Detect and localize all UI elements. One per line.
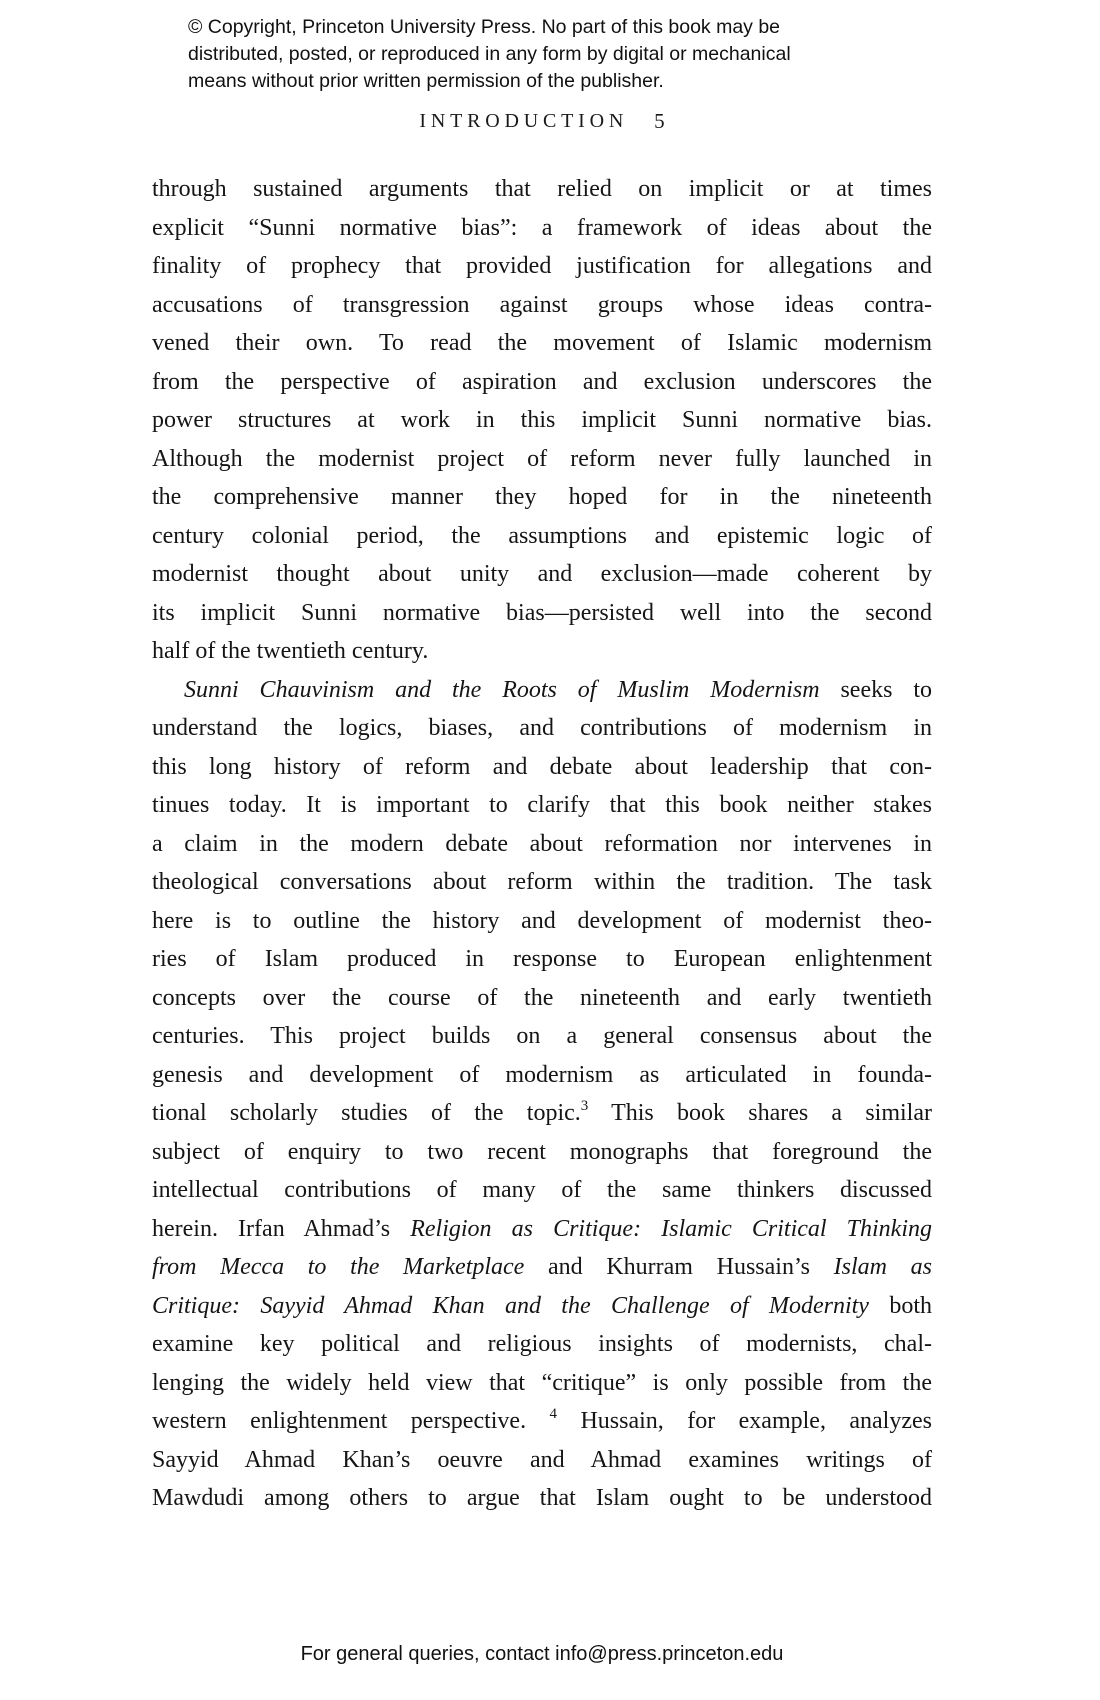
body-line: its implicit Sunni normative bias—persisted well into the second <box>152 599 932 626</box>
body-line: western enlightenment perspective. $^4$ Hussain, for example, analyzes <box>152 1406 932 1434</box>
body-line: here is to outline the history and development of modernist theo- <box>152 907 932 934</box>
copyright-notice <box>188 14 908 95</box>
body-line: finality of prophecy that provided justification for allegations and <box>152 253 932 279</box>
body-line: half of the twentieth century. <box>152 638 429 664</box>
body-line: Mawdudi among others to argue that Islam ought to be understood <box>152 1485 932 1511</box>
body-line: tinues today. It is important to clarify that this book neither stakes <box>152 792 932 818</box>
body-text <box>152 170 932 1518</box>
running-header <box>152 108 932 133</box>
body-line: subject of enquiry to two recent monographs that foreground the <box>152 1138 932 1165</box>
body-line: vened their own. To read the movement of Islamic modernism <box>152 330 932 356</box>
body-line: from Mecca to the Marketplace and Khurram Hussain’s Islam as <box>152 1254 932 1280</box>
body-line: intellectual contributions of many of the same thinkers discussed <box>152 1177 932 1203</box>
body-line: a claim in the modern debate about reformation nor intervenes in <box>152 830 932 857</box>
body-line: concepts over the course of the nineteenth and early twentieth <box>152 984 932 1011</box>
body-line: Sunni Chauvinism and the Roots of Muslim Modernism seeks to <box>184 676 932 703</box>
body-line: Critique: Sayyid Ahmad Khan and the Challenge of Modernity both <box>152 1292 932 1319</box>
body-line: Although the modernist project of reform never fully launched in <box>152 445 932 472</box>
body-line: herein. Irfan Ahmad’s Religion as Critique: Islamic Critical Thinking <box>152 1215 932 1242</box>
body-line: this long history of reform and debate about leadership that con- <box>152 753 932 780</box>
page-number: 5 <box>654 109 665 133</box>
body-line: centuries. This project builds on a general consensus about the <box>152 1023 932 1049</box>
body-line: accusations of transgression against groups whose ideas contra- <box>152 291 932 318</box>
body-line: ries of Islam produced in response to European enlightenment <box>152 946 932 972</box>
body-line: century colonial period, the assumptions and epistemic logic of <box>152 522 932 549</box>
paragraph <box>152 671 932 1518</box>
running-header-title: INTRODUCTION <box>419 110 629 132</box>
body-line: understand the logics, biases, and contributions of modernism in <box>152 715 932 741</box>
body-line: through sustained arguments that relied on implicit or at times <box>152 176 932 202</box>
body-line: Sayyid Ahmad Khan’s oeuvre and Ahmad examines writings of <box>152 1446 932 1473</box>
footnote-marker: 3 <box>580 1098 589 1114</box>
body-line: the comprehensive manner they hoped for in the nineteenth <box>152 484 932 510</box>
copyright-line: means without prior written permission of the publisher. <box>188 70 664 92</box>
body-line: examine key political and religious insights of modernists, chal- <box>152 1331 932 1357</box>
body-line: lenging the widely held view that “critique” is only possible from the <box>152 1369 932 1396</box>
body-line: genesis and development of modernism as articulated in founda- <box>152 1061 932 1088</box>
footnote-marker: 4 <box>549 1406 558 1422</box>
body-line: explicit “Sunni normative bias”: a framework of ideas about the <box>152 214 932 241</box>
body-line: power structures at work in this implicit Sunni normative bias. <box>152 407 932 433</box>
copyright-line: © Copyright, Princeton University Press. No part of this book may be <box>188 16 781 38</box>
body-line: theological conversations about reform within the tradition. The task <box>152 869 932 895</box>
paragraph <box>152 170 932 671</box>
body-line: tional scholarly studies of the topic.$^3$ This book shares a similar <box>152 1098 932 1126</box>
body-line: from the perspective of aspiration and exclusion underscores the <box>152 368 932 395</box>
footer-contact-line: For general queries, contact info@press.princeton.edu <box>300 1643 784 1665</box>
body-line: modernist thought about unity and exclusion—made coherent by <box>152 561 932 587</box>
copyright-line: distributed, posted, or reproduced in any form by digital or mechanical <box>188 43 791 65</box>
